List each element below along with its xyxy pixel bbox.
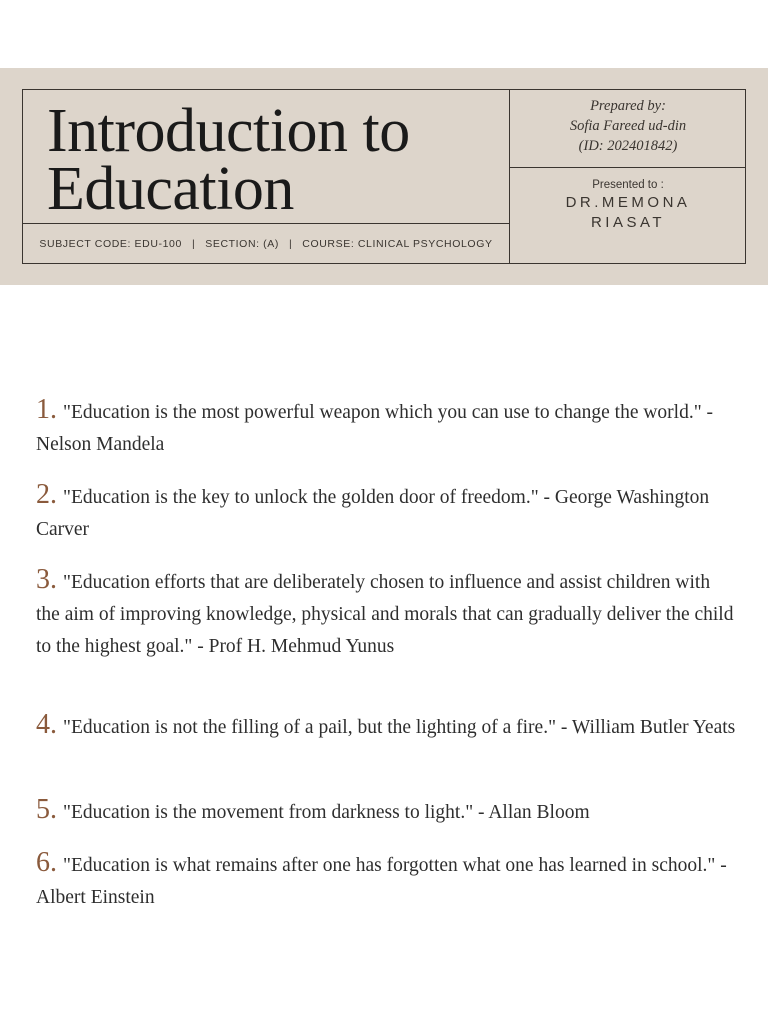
info-separator: | — [288, 238, 293, 250]
quote-number: 1. — [36, 394, 57, 425]
page-title-line-2: Education — [47, 155, 294, 223]
author-id: (ID: 202401842) — [578, 138, 678, 154]
instructor-name-line-1: DR.MEMONA — [565, 194, 691, 211]
quote-text: "Education is what remains after one has forgotten what one has learned in school." -Albert Einstein — [36, 855, 727, 908]
subject-code: SUBJECT CODE: EDU-100 — [39, 238, 182, 250]
prepared-by-label: Prepared by: — [590, 98, 666, 114]
presented-to-cell — [510, 168, 746, 263]
title-banner — [0, 68, 768, 285]
author-name: Sofia Fareed ud-din — [569, 118, 687, 134]
page-title-line-1: Introduction to — [47, 97, 410, 165]
quote-number: 2. — [36, 479, 57, 510]
info-separator: | — [191, 238, 196, 250]
course-info-row — [23, 224, 509, 264]
quote-item — [36, 479, 736, 546]
quote-number: 3. — [36, 564, 57, 595]
quote-text: "Education is the most powerful weapon which you can use to change the world." - Nelson Mandela — [36, 402, 714, 455]
title-frame — [22, 89, 746, 264]
author-column — [509, 90, 745, 263]
instructor-name-line-2: RIASAT — [590, 214, 666, 231]
quote-item — [36, 394, 736, 461]
quote-number: 5. — [36, 794, 57, 825]
quote-number: 4. — [36, 709, 57, 740]
quote-text: "Education is the movement from darkness to light." - Allan Bloom — [63, 802, 590, 823]
course-label: COURSE: CLINICAL PSYCHOLOGY — [302, 238, 493, 250]
quote-text: "Education efforts that are deliberately chosen to influence and assist children with the aim of improving knowledge, physical and morals that can gradually deliver the child to the highest goal." - Prof H. Mehmud Yunus — [36, 572, 734, 657]
quote-item — [36, 794, 736, 829]
quote-text: "Education is not the filling of a pail, but the lighting of a fire." - William Butler Yeats — [63, 717, 736, 738]
title-cell — [23, 90, 509, 224]
quote-item — [36, 709, 736, 744]
quote-text: "Education is the key to unlock the golden door of freedom." - George Washington Carver — [36, 487, 710, 540]
prepared-by-cell — [510, 90, 746, 168]
quote-item — [36, 564, 736, 663]
presented-to-label: Presented to : — [592, 179, 664, 191]
quote-item — [36, 847, 736, 914]
quote-number: 6. — [36, 847, 57, 878]
section-label: SECTION: (A) — [205, 238, 279, 250]
